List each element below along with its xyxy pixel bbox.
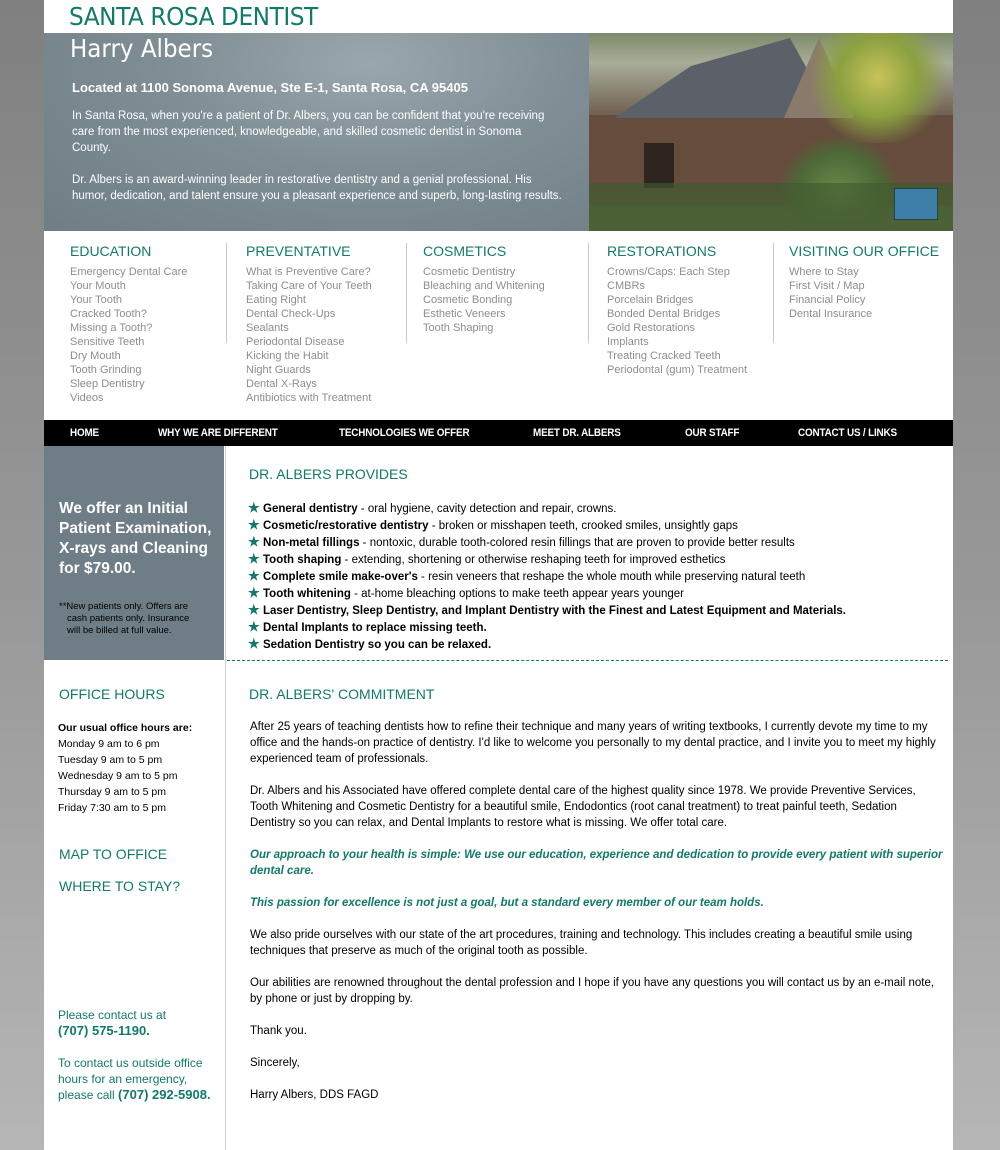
category-divider [773, 243, 774, 343]
category-link[interactable]: Financial Policy [789, 294, 866, 306]
category-link[interactable]: Dental X-Rays [246, 378, 317, 390]
hours-lead: Our usual office hours are: [58, 722, 193, 734]
category-restorations [607, 243, 747, 377]
category-divider [588, 243, 589, 343]
star-icon: ★ [248, 500, 260, 515]
category-link[interactable]: What is Preventive Care? [246, 266, 371, 278]
category-link[interactable]: Kicking the Habit [246, 350, 329, 362]
thank-you: Thank you. [250, 1025, 307, 1037]
category-link[interactable]: Missing a Tooth? [70, 322, 153, 334]
commitment-paragraph: Our abilities are renowned throughout the dental profession and I hope if you have any questions you will contact us by an e-mail note, by phone or just by dropping by. [250, 977, 935, 1005]
category-link[interactable]: Videos [70, 392, 104, 404]
nav-home[interactable]: HOME [70, 427, 99, 439]
office-address: Located at 1100 Sonoma Avenue, Ste E-1, Santa Rosa, CA 95405 [72, 80, 468, 95]
main-phone[interactable]: (707) 575-1190. [58, 1023, 150, 1038]
promo-box [44, 446, 224, 660]
emergency-phone[interactable]: (707) 292-5908. [118, 1087, 211, 1102]
where-to-stay-link[interactable]: WHERE TO STAY? [59, 878, 181, 894]
commitment-emphasis: This passion for excellence is not just a goal, but a standard every member of our team holds. [250, 897, 764, 909]
list-item: ★ Cosmetic/restorative dentistry - broken or misshapen teeth, crooked smiles, unsightly gaps [248, 517, 738, 532]
hours-day: Monday 9 am to 6 pm [58, 738, 160, 750]
hours-day: Wednesday 9 am to 5 pm [58, 770, 178, 782]
photo-tree [803, 33, 953, 143]
category-link[interactable]: Implants [607, 336, 649, 348]
nav-contact[interactable]: CONTACT US / LINKS [798, 427, 897, 439]
category-link[interactable]: Cosmetic Dentistry [423, 266, 516, 278]
category-link[interactable]: Dental Check-Ups [246, 308, 336, 320]
commitment-heading: DR. ALBERS' COMMITMENT [249, 686, 435, 702]
closing: Sincerely, [250, 1057, 300, 1069]
provides-heading: DR. ALBERS PROVIDES [249, 466, 408, 482]
category-link[interactable]: CMBRs [607, 280, 645, 292]
category-link[interactable]: Night Guards [246, 364, 311, 376]
category-link[interactable]: Treating Cracked Teeth [607, 350, 721, 362]
star-icon: ★ [248, 636, 260, 651]
site-title[interactable]: SANTA ROSA DENTIST [69, 2, 318, 31]
category-link[interactable]: Taking Care of Your Teeth [246, 280, 372, 292]
list-item: ★ Non-metal fillings - nontoxic, durable tooth-colored resin fillings that are proven to provide better results [248, 534, 795, 549]
star-icon: ★ [248, 568, 260, 583]
commitment-paragraph: After 25 years of teaching dentists how to refine their technique and many years of writing textbooks, I currently devote my time to my office and the hands-on practice of dentistry. I'd like to welcome you personally to my dental practice, and I invite you to meet my highly experienced team of professionals. [250, 721, 936, 765]
category-heading[interactable]: RESTORATIONS [607, 243, 717, 259]
category-link[interactable]: Cosmetic Bonding [423, 294, 513, 306]
hours-day: Tuesday 9 am to 5 pm [58, 754, 163, 766]
list-item: ★ Sedation Dentistry so you can be relaxed. [248, 636, 492, 651]
category-heading[interactable]: PREVENTATIVE [246, 243, 351, 259]
category-link[interactable]: Sleep Dentistry [70, 378, 145, 390]
category-link[interactable]: Eating Right [246, 294, 306, 306]
category-link[interactable]: Periodontal Disease [246, 336, 345, 348]
category-divider [406, 243, 407, 343]
category-link[interactable]: Tooth Shaping [423, 322, 494, 334]
promo-offer: We offer an Initial Patient Examination, X-rays and Cleaning for $79.00. [59, 500, 212, 577]
category-link[interactable]: Bleaching and Whitening [423, 280, 545, 292]
hero-intro-2: Dr. Albers is an award-winning leader in restorative dentistry and a genial professional. His humor, dedication, and talent ensure you a pleasant experience and superb, long-lasting results. [72, 174, 562, 202]
page-container [44, 0, 953, 1150]
list-item: ★ Complete smile make-over's - resin veneers that reshape the whole mouth while preserving natural teeth [248, 568, 806, 583]
star-icon: ★ [248, 517, 260, 532]
category-link[interactable]: Where to Stay [789, 266, 859, 278]
category-link[interactable]: Periodontal (gum) Treatment [607, 364, 748, 376]
category-link[interactable]: First Visit / Map [789, 280, 865, 292]
category-link[interactable]: Porcelain Bridges [607, 294, 694, 306]
category-link[interactable]: Emergency Dental Care [70, 266, 188, 278]
star-icon: ★ [248, 585, 260, 600]
signature: Harry Albers, DDS FAGD [250, 1089, 379, 1101]
doctor-name: Harry Albers [70, 34, 214, 63]
provides-list [248, 500, 948, 653]
photo-sign [894, 188, 938, 220]
category-link[interactable]: Sensitive Teeth [70, 336, 145, 348]
hours-day: Friday 7:30 am to 5 pm [58, 802, 166, 814]
category-education [70, 243, 187, 405]
list-item: ★ Dental Implants to replace missing teeth. [248, 619, 487, 634]
category-link[interactable]: Dental Insurance [789, 308, 873, 320]
nav-our-staff[interactable]: OUR STAFF [685, 427, 740, 439]
promo-disclaimer [59, 601, 219, 637]
category-link[interactable]: Esthetic Veneers [423, 308, 506, 320]
category-visiting [789, 243, 939, 321]
star-icon: ★ [248, 551, 260, 566]
star-icon: ★ [248, 619, 260, 634]
commitment-emphasis: Our approach to your health is simple: We use our education, experience and dedication to provide every patient with superior dental care. [250, 849, 943, 877]
photo-window [644, 143, 674, 188]
map-to-office-link[interactable]: MAP TO OFFICE [59, 846, 168, 862]
category-heading[interactable]: COSMETICS [423, 243, 507, 259]
category-link[interactable]: Your Mouth [70, 280, 126, 292]
category-link[interactable]: Bonded Dental Bridges [607, 308, 721, 320]
nav-technologies[interactable]: TECHNOLOGIES WE OFFER [339, 427, 470, 439]
contact-label: Please contact us at [58, 1008, 167, 1022]
star-icon: ★ [248, 602, 260, 617]
emergency-contact [58, 1055, 223, 1103]
commitment-paragraph: Dr. Albers and his Associated have offered complete dental care of the highest quality since 1978. We provide Preventive Services, Tooth Whitening and Cosmetic Dentistry for a beautiful smile, Endodontics (root canal treatment) to treat painful teeth, Sedation Dentistry so you can relax, and Dental Implants to restore what is missing. We offer total care. [250, 785, 916, 829]
promo-note-line: **New patients only. Offers are [59, 601, 189, 612]
category-link[interactable]: Your Tooth [70, 294, 122, 306]
contact-info [58, 1007, 223, 1039]
hero-banner [44, 33, 589, 231]
category-preventative [246, 243, 372, 405]
hours-day: Thursday 9 am to 5 pm [58, 786, 166, 798]
category-divider [226, 243, 227, 343]
section-divider [227, 660, 948, 661]
category-link[interactable]: Sealants [246, 322, 289, 334]
star-icon: ★ [248, 534, 260, 549]
category-link[interactable]: Dry Mouth [70, 350, 121, 362]
list-item: ★ Tooth shaping - extending, shortening or otherwise reshaping teeth for improved esthetics [248, 551, 726, 566]
nav-meet-dr-albers[interactable]: MEET DR. ALBERS [533, 427, 621, 439]
category-cosmetics [423, 243, 545, 335]
promo-note-line: will be billed at full value. [67, 625, 172, 636]
office-hours-heading: OFFICE HOURS [59, 686, 165, 702]
list-item: ★ Tooth whitening - at-home bleaching options to make teeth appear years younger [248, 585, 684, 600]
nav-why-different[interactable]: WHY WE ARE DIFFERENT [158, 427, 278, 439]
category-link[interactable]: Antibiotics with Treatment [246, 392, 372, 404]
commitment-paragraph: We also pride ourselves with our state of the art procedures, training and technology. This includes creating a beautiful smile using techniques that preserve as much of the original tooth as possible. [250, 929, 913, 957]
category-heading[interactable]: EDUCATION [70, 243, 152, 259]
office-hours-list [58, 720, 192, 816]
office-photo [589, 33, 953, 231]
category-link[interactable]: Gold Restorations [607, 322, 696, 334]
list-item: ★ Laser Dentistry, Sleep Dentistry, and Implant Dentistry with the Finest and Latest Equipment and Materials. [248, 602, 846, 617]
hero-intro-1: In Santa Rosa, when you're a patient of Dr. Albers, you can be confident that you're receiving care from the most experienced, knowledgeable, and skilled cosmetic dentist in Sonoma County. [72, 110, 545, 154]
promo-note-line: cash patients only. Insurance [67, 613, 190, 624]
list-item: ★ General dentistry - oral hygiene, cavity detection and repair, crowns. [248, 500, 617, 515]
column-divider [225, 446, 226, 1150]
category-link[interactable]: Tooth Grinding [70, 364, 142, 376]
category-link[interactable]: Crowns/Caps: Each Step [607, 266, 730, 278]
emergency-label: To contact us outside office hours for an emergency, please call [58, 1056, 203, 1102]
category-link[interactable]: Cracked Tooth? [70, 308, 147, 320]
category-heading[interactable]: VISITING OUR OFFICE [789, 243, 940, 259]
main-nav [44, 420, 953, 446]
